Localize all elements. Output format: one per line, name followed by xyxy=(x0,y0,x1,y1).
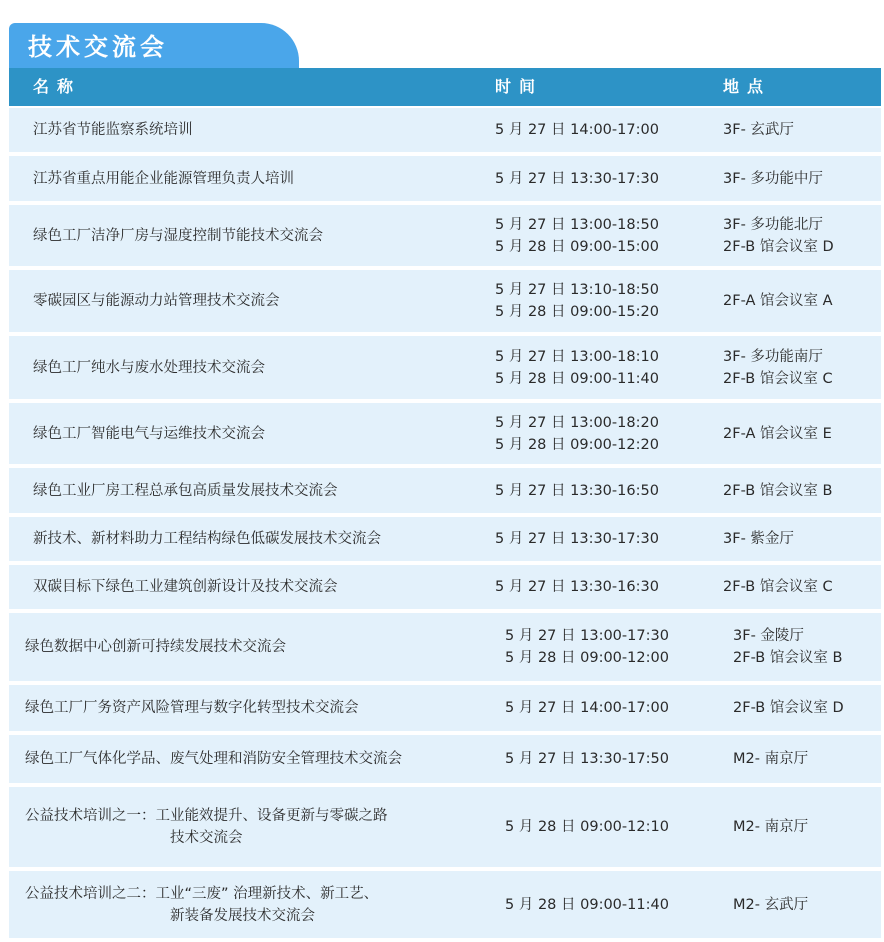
session-location-line: 2F-B 馆会议室 C xyxy=(723,579,833,595)
table-row xyxy=(9,787,881,867)
session-time-line: 5 月 27 日 13:00-18:50 xyxy=(495,216,659,233)
session-name-line: 零碳园区与能源动力站管理技术交流会 xyxy=(33,293,280,309)
session-time-line: 5 月 27 日 13:00-18:20 xyxy=(495,414,659,431)
session-time-line: 5 月 27 日 13:00-17:30 xyxy=(505,628,669,644)
session-location-cell xyxy=(733,735,808,783)
session-name-cell xyxy=(33,205,323,266)
session-location-cell xyxy=(723,403,832,464)
session-time-cell xyxy=(495,336,659,399)
table-row xyxy=(9,156,881,201)
table-header xyxy=(9,68,881,106)
session-name-line: 绿色工厂洁净厂房与湿度控制节能技术交流会 xyxy=(33,227,323,244)
session-name-line: 技术交流会 xyxy=(170,830,243,846)
session-time-line: 5 月 28 日 09:00-11:40 xyxy=(505,896,669,913)
session-time-line: 5 月 27 日 14:00-17:00 xyxy=(505,700,669,716)
session-location-line: 2F-B 馆会议室 B xyxy=(723,482,833,499)
session-time-line: 5 月 27 日 13:30-17:30 xyxy=(495,170,659,187)
session-location-cell xyxy=(723,468,832,513)
session-location-line: 3F- 多功能中厅 xyxy=(723,170,823,187)
session-time-cell xyxy=(495,156,659,201)
session-location-line: 2F-A 馆会议室 A xyxy=(723,293,833,309)
table-row xyxy=(9,517,881,561)
table-row xyxy=(9,403,881,464)
session-name-line: 新技术、新材料助力工程结构绿色低碳发展技术交流会 xyxy=(33,531,381,547)
session-location-line: 3F- 多功能南厅 xyxy=(723,348,823,365)
session-time-cell xyxy=(505,735,669,783)
session-time-cell xyxy=(505,871,669,938)
table-row xyxy=(9,613,881,681)
session-location-cell xyxy=(723,270,833,332)
session-location-line: M2- 玄武厅 xyxy=(733,896,809,913)
session-location-cell xyxy=(723,156,823,201)
session-location-line: 2F-A 馆会议室 E xyxy=(723,425,832,442)
session-name-line: 绿色工厂气体化学品、废气处理和消防安全管理技术交流会 xyxy=(25,751,402,767)
session-location-line: 2F-B 馆会议室 D xyxy=(723,238,834,255)
table-row xyxy=(9,108,881,152)
section-title: 技术交流会 xyxy=(28,33,168,61)
session-name-cell xyxy=(25,871,378,938)
session-time-line: 5 月 27 日 14:00-17:00 xyxy=(495,122,659,138)
column-header-time: 时间 xyxy=(495,77,544,96)
table-row xyxy=(9,270,881,332)
session-name-cell xyxy=(33,270,280,332)
session-location-cell xyxy=(733,871,808,938)
session-location-cell xyxy=(733,685,844,731)
session-name-cell xyxy=(33,108,193,152)
session-name-cell xyxy=(25,613,286,681)
session-time-line: 5 月 27 日 13:00-18:10 xyxy=(495,348,659,365)
session-location-line: 3F- 玄武厅 xyxy=(723,122,794,138)
session-name-line: 绿色工厂纯水与废水处理技术交流会 xyxy=(33,359,265,376)
session-name-line: 江苏省重点用能企业能源管理负责人培训 xyxy=(33,170,294,187)
session-location-line: M2- 南京厅 xyxy=(733,819,809,835)
table-row xyxy=(9,735,881,783)
session-name-cell xyxy=(33,403,265,464)
session-time-cell xyxy=(505,613,669,681)
session-location-line: 2F-B 馆会议室 B xyxy=(733,650,843,666)
session-time-cell xyxy=(495,205,659,266)
session-time-cell xyxy=(505,787,669,867)
session-location-line: 2F-B 馆会议室 D xyxy=(733,700,844,716)
session-name-cell xyxy=(33,156,294,201)
session-time-cell xyxy=(495,517,659,561)
session-time-line: 5 月 27 日 13:30-17:30 xyxy=(495,531,659,547)
session-time-cell xyxy=(495,403,659,464)
table-row xyxy=(9,565,881,609)
table-row xyxy=(9,336,881,399)
session-time-line: 5 月 27 日 13:30-16:50 xyxy=(495,482,659,499)
session-name-cell xyxy=(33,468,338,513)
session-time-line: 5 月 27 日 13:10-18:50 xyxy=(495,282,659,298)
session-location-cell xyxy=(723,205,834,266)
session-location-cell xyxy=(723,517,794,561)
session-time-cell xyxy=(495,270,659,332)
session-name-line: 双碳目标下绿色工业建筑创新设计及技术交流会 xyxy=(33,579,338,595)
session-time-line: 5 月 28 日 09:00-12:10 xyxy=(505,819,669,835)
session-time-line: 5 月 28 日 09:00-11:40 xyxy=(495,370,659,387)
table-row xyxy=(9,205,881,266)
session-name-line: 绿色数据中心创新可持续发展技术交流会 xyxy=(25,639,286,655)
table-row xyxy=(9,871,881,938)
session-location-cell xyxy=(723,565,833,609)
session-name-cell xyxy=(33,565,338,609)
session-name-cell xyxy=(33,517,381,561)
session-time-cell xyxy=(495,468,659,513)
session-name-line: 绿色工厂厂务资产风险管理与数字化转型技术交流会 xyxy=(25,700,359,716)
session-time-line: 5 月 28 日 09:00-15:20 xyxy=(495,304,659,320)
session-name-cell xyxy=(25,787,388,867)
session-name-cell xyxy=(33,336,265,399)
session-time-cell xyxy=(495,108,659,152)
session-location-cell xyxy=(733,787,808,867)
session-time-line: 5 月 27 日 13:30-17:50 xyxy=(505,751,669,767)
column-header-name: 名称 xyxy=(33,77,82,96)
session-name-line: 江苏省节能监察系统培训 xyxy=(33,122,193,138)
column-header-location: 地点 xyxy=(723,77,772,96)
session-location-line: M2- 南京厅 xyxy=(733,751,809,767)
session-name-cell xyxy=(25,735,402,783)
session-time-line: 5 月 28 日 09:00-12:00 xyxy=(505,650,669,666)
session-time-line: 5 月 28 日 09:00-12:20 xyxy=(495,436,659,453)
session-time-line: 5 月 27 日 13:30-16:30 xyxy=(495,579,659,595)
session-location-line: 3F- 多功能北厅 xyxy=(723,216,823,233)
session-time-cell xyxy=(495,565,659,609)
session-location-cell xyxy=(733,613,842,681)
session-location-cell xyxy=(723,108,794,152)
session-time-cell xyxy=(505,685,669,731)
session-time-line: 5 月 28 日 09:00-15:00 xyxy=(495,238,659,255)
session-location-cell xyxy=(723,336,833,399)
session-location-line: 2F-B 馆会议室 C xyxy=(723,370,833,387)
session-name-line: 公益技术培训之二：工业“三废” 治理新技术、新工艺、 xyxy=(25,885,379,902)
table-row xyxy=(9,468,881,513)
session-location-line: 3F- 紫金厅 xyxy=(723,531,794,547)
session-name-line: 绿色工厂智能电气与运维技术交流会 xyxy=(33,425,265,442)
session-name-line: 新装备发展技术交流会 xyxy=(170,907,315,924)
session-name-cell xyxy=(25,685,359,731)
session-location-line: 3F- 金陵厅 xyxy=(733,628,804,644)
table-row xyxy=(9,685,881,731)
schedule-table-body xyxy=(9,108,881,942)
session-name-line: 公益技术培训之一：工业能效提升、设备更新与零碳之路 xyxy=(25,808,388,824)
session-name-line: 绿色工业厂房工程总承包高质量发展技术交流会 xyxy=(33,482,338,499)
